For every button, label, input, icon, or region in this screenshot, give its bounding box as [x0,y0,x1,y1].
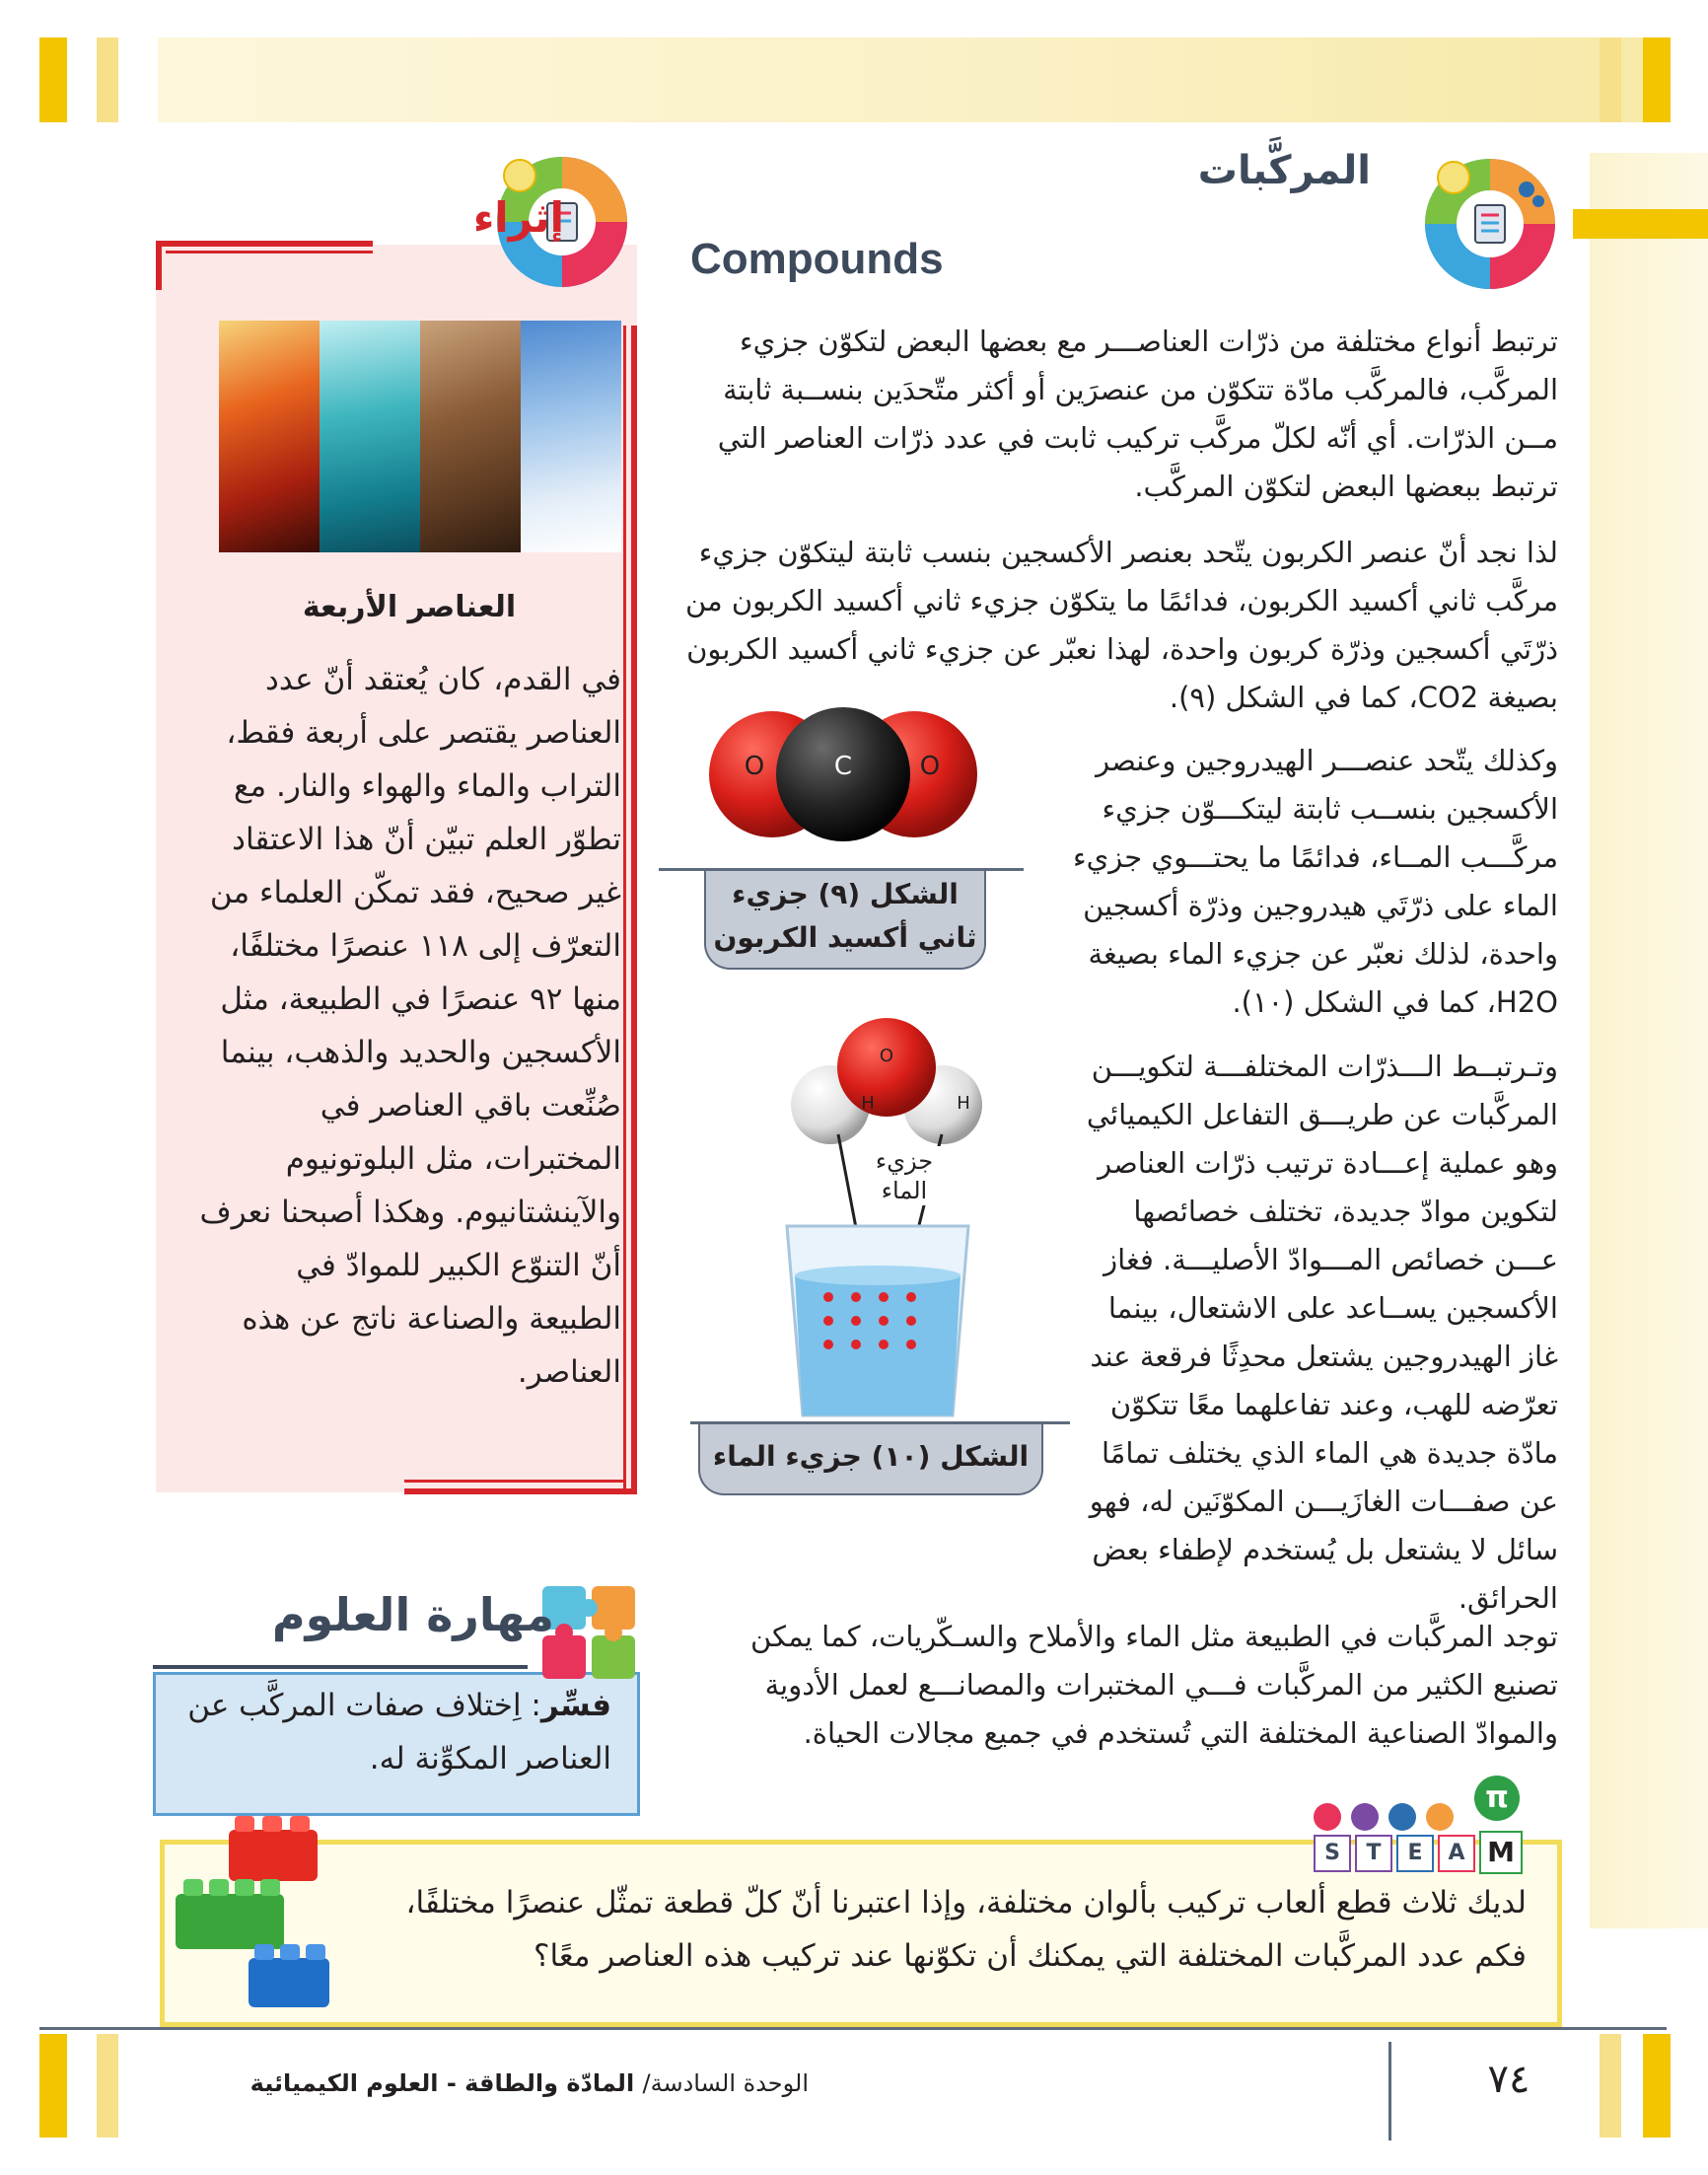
enrichment-frame-right-inner [623,326,626,1489]
main-paragraph-4: وتـرتبــط الـــذرّات المختلفـــة لتكويـــن المركَّبات عن طريـــق التفاعل الكيميائي وهو عملية إعـــادة ترتيب ذرّات العناصر لتكوين موادّ جديدة، تختلف خصائصها عـــن خصائص المـــوادّ الأصليـــة. فغاز الأكسجين يســاعد على الاشتعال، بينما غاز الهيدروجين يشتعل محدِثًا فرقعة عند تعرّضه للهب، وعند تفاعلهما معًا تتكوّن مادّة جديدة هي الماء الذي يختلف تمامًا عن صفـــات الغازَيـــن المكوّنَين له، فهو سائل لا يشتعل بل يُستخدم لإطفاء بعض الحرائق. [1086,1050,1558,1615]
skill-title-underline [153,1665,528,1669]
gear-icon [1388,1803,1416,1831]
skill-prompt-label: فسِّر [540,1688,611,1723]
pi-icon: π [1474,1776,1520,1821]
air-swatch [521,321,621,552]
enrichment-title: إثراء [472,193,564,242]
footer-separator [1388,2042,1391,2140]
enrichment-frame-top-left [156,241,373,247]
right-margin-tab [1573,209,1708,239]
palette-icon [1426,1803,1454,1831]
top-left-bar-light [97,37,118,122]
steam-question: لديك ثلاث قطع ألعاب تركيب بألوان مختلفة، وإذا اعتبرنا أنّ كلّ قطعة تمثّل عنصرًا مختلفًا، فكم عدد المركَّبات المختلفة التي يمكنك أن تكوّنها عند تركيب هذه العناصر معًا؟ [405,1885,1527,1974]
water-atom-h-left: H [861,1093,875,1114]
enrichment-subtitle: العناصر الأربعة [302,590,517,624]
page-number: ٧٤ [1487,2057,1530,2102]
steam-letter-a: A [1438,1835,1475,1872]
top-band [158,37,1647,122]
four-elements-image [219,321,621,552]
bottom-right-bar [1643,2034,1671,2138]
main-paragraph-1: ترتبط أنواع مختلفة من ذرّات العناصـــر مع بعضها البعض لتكوّن جزيء المركَّب، فالمركَّب مادّة تتكوّن من عنصرَين أو أكثر متّحدَين بنســبة ثابتة مــن الذرّات. أي أنّه لكلّ مركَّب تركيب ثابت في عدد ذرّات العناصر التي ترتبط ببعضها البعض لتكوّن المركَّب. [717,325,1558,503]
bottom-left-bar [39,2034,67,2138]
top-right-bar-light [1600,37,1621,122]
enrichment-frame-top-left-inner [166,251,373,254]
footer-unit [148,2069,809,2097]
building-blocks-icon [170,1810,337,2017]
steam-letters [1314,1835,1523,1874]
chip-icon [1351,1803,1379,1831]
steam-letter-m: M [1479,1831,1523,1874]
enrichment-frame-bottom-inner [404,1480,626,1483]
fire-swatch [219,321,320,552]
co2-atom-o-left: O [744,752,765,781]
bottom-left-bar-light [97,2034,118,2138]
steam-letter-t: T [1355,1835,1392,1872]
water-molecule-label: جزيء الماء [860,1146,949,1205]
footer-line [39,2027,1667,2030]
footer-unit-title: المادّة والطاقة - العلوم الكيميائية [249,2069,643,2097]
main-paragraph-3: وكذلك يتّحد عنصـــر الهيدروجين وعنصر الأكسجين بنســب ثابتة ليتكـــوّن جزيء مركَّـــب المــاء، فدائمًا ما يحتـــوي جزيء الماء على ذرّتَي هيدروجين وذرّة أكسجين واحدة، لذلك نعبّر عن جزيء الماء بصيغة H2O، كما في الشكل (١٠). [1072,744,1558,1019]
top-left-bar [39,37,67,122]
water-atom-o: O [879,1046,894,1066]
section-title: المركَّبات [1197,148,1371,193]
water-atom-h-right: H [957,1093,970,1114]
enrichment-frame-right [631,326,637,1494]
skill-prompt-text: : اِختلاف صفات المركَّب عن العناصر المكوِّنة له. [187,1688,611,1776]
steam-letter-e: E [1396,1835,1434,1872]
right-margin-strip [1590,153,1708,1928]
enrichment-frame-left-corner [156,241,162,290]
skill-prompt [178,1679,611,1785]
top-right-bar [1643,37,1671,122]
co2-atom-o-right: O [919,752,941,781]
footer-unit-prefix: الوحدة السادسة/ [642,2069,809,2097]
bottom-right-bar-light [1600,2034,1621,2138]
earth-swatch [420,321,521,552]
water-glass-icon [779,1218,976,1425]
steam-letter-s: S [1314,1835,1351,1872]
co2-atom-c: C [833,752,853,781]
section-title-english: Compounds [690,235,944,283]
skill-title: مهارة العلوم [271,1588,554,1641]
water-caption: الشكل (١٠) جزيء الماء [698,1424,1043,1495]
flask-icon [1314,1803,1341,1831]
main-paragraph-2: لذا نجد أنّ عنصر الكربون يتّحد بعنصر الأكسجين بنسب ثابتة ليتكوّن جزيء مركَّب ثاني أكسيد الكربون، فدائمًا ما يتكوّن جزيء ثاني أكسيد الكربون من ذرّتَي أكسجين وذرّة كربون واحدة، لهذا نعبّر عن جزيء ثاني أكسيد الكربون بصيغة CO2، كما في الشكل (٩). [685,536,1558,714]
co2-caption: الشكل (٩) جزيء ثاني أكسيد الكربون [704,871,986,970]
steam-icons [1314,1803,1454,1831]
section-icon [1416,150,1564,298]
enrichment-body: في القدم، كان يُعتقد أنّ عدد العناصر يقتصر على أربعة فقط، التراب والماء والهواء والنار. مع تطوّر العلم تبيّن أنّ هذا الاعتقاد غير صحيح، فقد تمكّن العلماء من التعرّف إلى ١١٨ عنصرًا مختلفًا، منها ٩٢ عنصرًا في الطبيعة، مثل الأكسجين والحديد والذهب، بينما صُنِّعت باقي العناصر في المختبرات، مثل البلوتونيوم والآينشتانيوم. وهكذا أصبحنا نعرف أنّ التنوّع الكبير للموادّ في الطبيعة والصناعة ناتج عن هذه العناصر. [199,662,621,1390]
enrichment-frame-bottom [404,1488,637,1494]
main-paragraph-5: توجد المركَّبات في الطبيعة مثل الماء والأملاح والسـكّريات، كما يمكن تصنيع الكثير من المركَّبات فـــي المختبرات والمصانـــع لعمل الأدوية والموادّ الصناعية المختلفة التي تُستخدم في جميع مجالات الحياة. [750,1620,1558,1750]
water-swatch [320,321,420,552]
